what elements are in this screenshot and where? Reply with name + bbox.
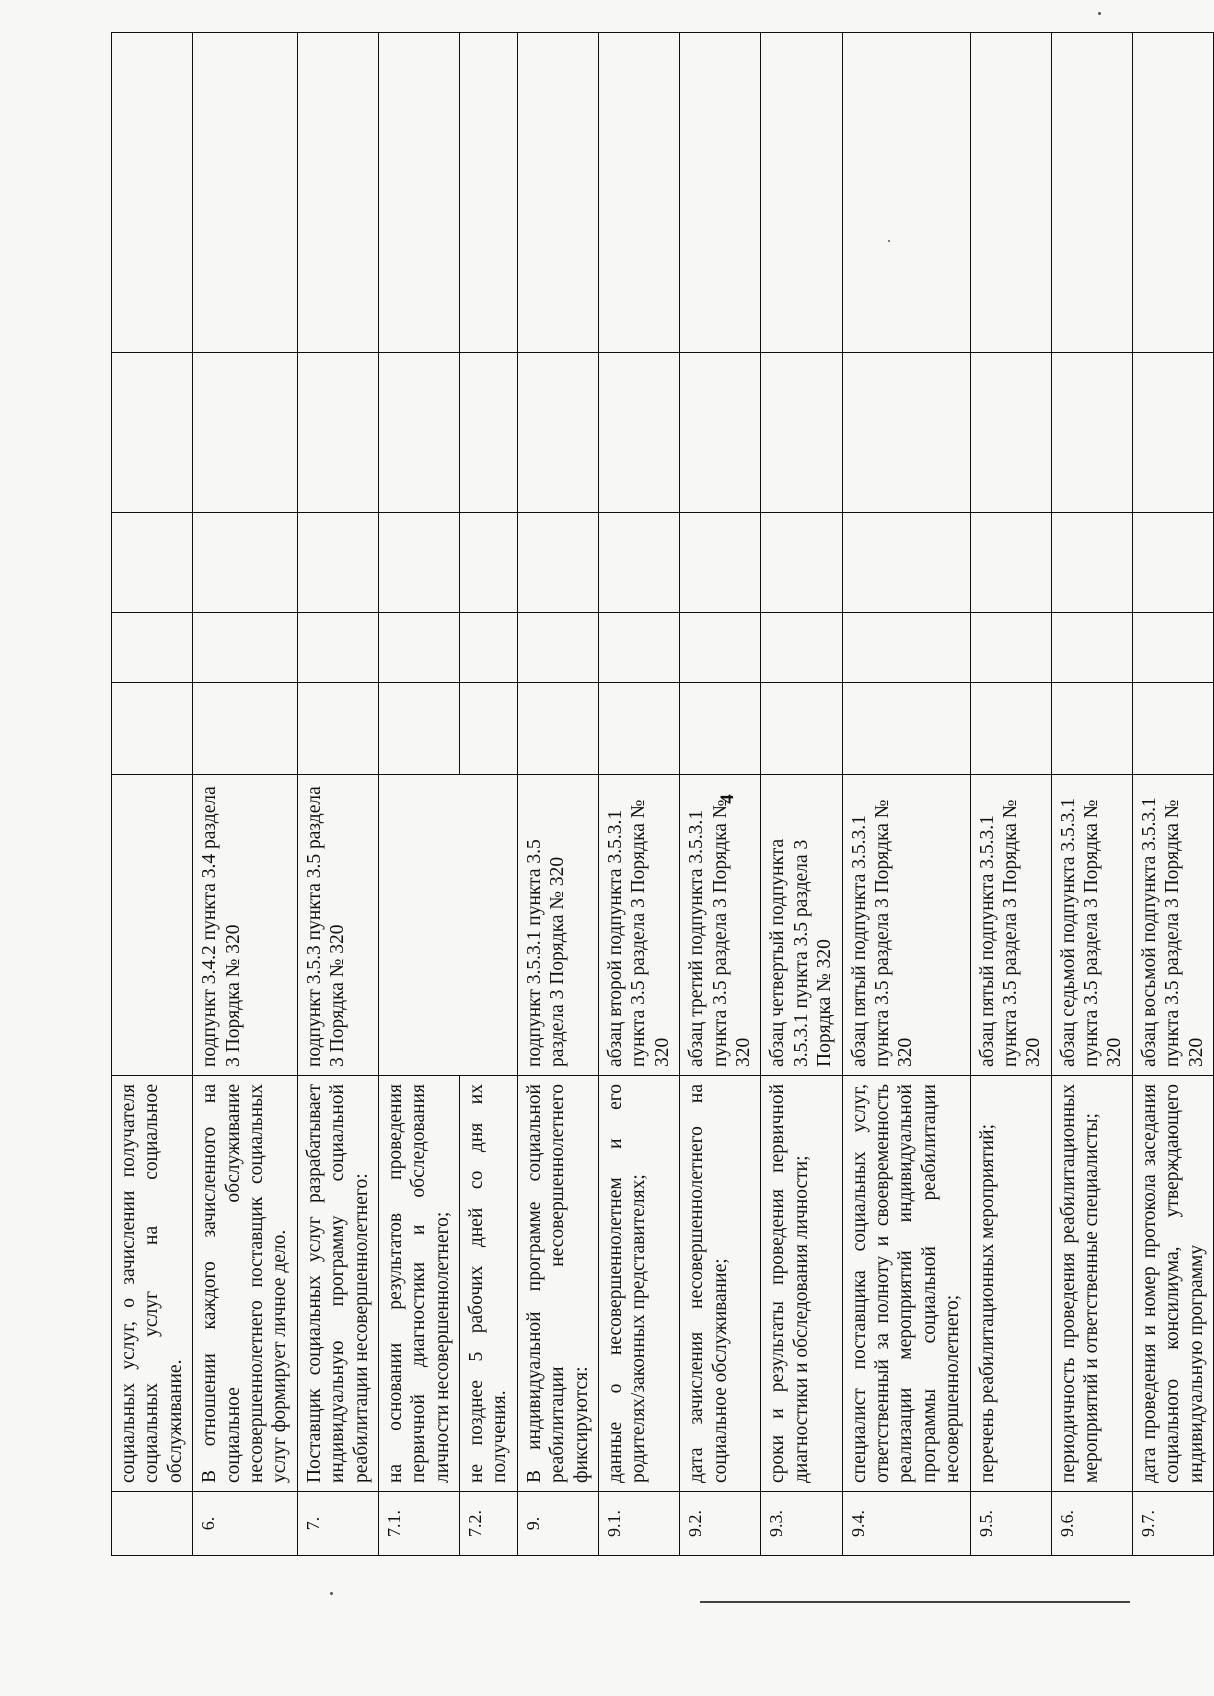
answer-cell-na [517,513,598,613]
page-number: 4 [716,794,738,804]
answer-cell-na [1051,513,1132,613]
row-number: 9. [517,1492,598,1556]
table-row [761,33,842,1556]
legal-reference: абзац третий подпункта 3.5.3.1 пункта 3.5 раздела 3 Порядка № 320 [680,775,761,1076]
table-row [378,33,459,1556]
requirement-text: на основании результатов проведения первичной диагностики и обследования личности несовершеннолетнего; [378,1076,459,1492]
answer-cell-extra [599,353,680,513]
legal-reference: подпункт 3.4.2 пункта 3.4 раздела 3 Порядка № 320 [193,775,298,1076]
answer-cell-extra [842,353,970,513]
answer-cell-yes [517,683,598,775]
requirement-text: не позднее 5 рабочих дней со дня их получения. [460,1076,518,1492]
answer-cell-no [680,613,761,683]
requirement-text: В индивидуальной программе социальной реабилитации несовершеннолетнего фиксируются: [517,1076,598,1492]
scan-speck [888,240,890,242]
legal-reference: абзац седьмой подпункта 3.5.3.1 пункта 3.5 раздела 3 Порядка № 320 [1051,775,1132,1076]
row-number: 9.1. [599,1492,680,1556]
table-row [842,33,970,1556]
answer-cell-na [761,513,842,613]
scan-speck [1098,12,1101,15]
answer-cell-extra [112,353,193,513]
answer-cell-extra [460,353,518,513]
answer-cell-extra [297,353,378,513]
answer-cell-no [761,613,842,683]
requirement-text: Поставщик социальных услуг разрабатывает индивидуальную программу социальной реабилитации несовершеннолетнего: [297,1076,378,1492]
row-number: 9.2. [680,1492,761,1556]
requirements-table [111,32,1214,1556]
row-number: 7.2. [460,1492,518,1556]
row-number: 9.6. [1051,1492,1132,1556]
answer-cell-na [842,513,970,613]
answer-cell-extra [970,353,1051,513]
answer-cell-notes [1132,33,1213,353]
answer-cell-extra [1051,353,1132,513]
answer-cell-no [842,613,970,683]
legal-reference: абзац второй подпункта 3.5.3.1 пункта 3.5 раздела 3 Порядка № 320 [599,775,680,1076]
answer-cell-no [1051,613,1132,683]
answer-cell-notes [517,33,598,353]
requirement-text: сроки и результаты проведения первичной диагностики и обследования личности; [761,1076,842,1492]
answer-cell-yes [842,683,970,775]
requirement-text: перечень реабилитационных мероприятий; [970,1076,1051,1492]
answer-cell-extra [517,353,598,513]
answer-cell-extra [680,353,761,513]
answer-cell-yes [680,683,761,775]
answer-cell-na [378,513,459,613]
answer-cell-na [460,513,518,613]
answer-cell-notes [680,33,761,353]
answer-cell-yes [112,683,193,775]
table-row [1132,33,1213,1556]
requirement-text: периодичность проведения реабилитационных мероприятий и ответственные специалисты; [1051,1076,1132,1492]
answer-cell-yes [970,683,1051,775]
answer-cell-yes [761,683,842,775]
answer-cell-notes [599,33,680,353]
requirement-text: дата проведения и номер протокола заседания социального консилиума, утверждающего индивидуальную программу [1132,1076,1213,1492]
legal-reference [112,775,193,1076]
legal-reference: абзац пятый подпункта 3.5.3.1 пункта 3.5 раздела 3 Порядка № 320 [842,775,970,1076]
row-number [112,1492,193,1556]
table-row [517,33,598,1556]
answer-cell-no [460,613,518,683]
legal-reference: абзац четвертый подпункта 3.5.3.1 пункта 3.5 раздела 3 Порядка № 320 [761,775,842,1076]
requirement-text: В отношении каждого зачисленного на социальное обслуживание несовершеннолетнего поставщик социальных услуг формирует личное дело. [193,1076,298,1492]
answer-cell-notes [112,33,193,353]
answer-cell-yes [460,683,518,775]
answer-cell-yes [297,683,378,775]
answer-cell-na [112,513,193,613]
scan-edge-line [700,1601,1130,1603]
answer-cell-no [297,613,378,683]
answer-cell-no [378,613,459,683]
answer-cell-extra [761,353,842,513]
answer-cell-yes [378,683,459,775]
answer-cell-na [970,513,1051,613]
answer-cell-na [599,513,680,613]
answer-cell-na [680,513,761,613]
table-row [599,33,680,1556]
requirement-text: данные о несовершеннолетнем и его родителях/законных представителях; [599,1076,680,1492]
table-row [193,33,298,1556]
answer-cell-no [517,613,598,683]
answer-cell-notes [460,33,518,353]
row-number: 9.3. [761,1492,842,1556]
row-number: 9.4. [842,1492,970,1556]
answer-cell-yes [1132,683,1213,775]
table-row [297,33,378,1556]
answer-cell-na [1132,513,1213,613]
legal-reference: абзац восьмой подпункта 3.5.3.1 пункта 3.5 раздела 3 Порядка № 320 [1132,775,1213,1076]
requirement-text: социальных услуг, о зачислении получателя социальных услуг на социальное обслуживание. [112,1076,193,1492]
row-number: 9.7. [1132,1492,1213,1556]
answer-cell-notes [761,33,842,353]
legal-reference [378,775,517,1076]
answer-cell-extra [1132,353,1213,513]
answer-cell-notes [842,33,970,353]
answer-cell-notes [297,33,378,353]
answer-cell-no [1132,613,1213,683]
legal-reference: подпункт 3.5.3.1 пункта 3.5 раздела 3 Порядка № 320 [517,775,598,1076]
rotated-page-content [111,33,1207,1556]
scan-speck [330,1592,333,1595]
table-row [970,33,1051,1556]
legal-reference: подпункт 3.5.3 пункта 3.5 раздела 3 Порядка № 320 [297,775,378,1076]
answer-cell-extra [378,353,459,513]
answer-cell-notes [970,33,1051,353]
answer-cell-yes [193,683,298,775]
answer-cell-notes [378,33,459,353]
row-number: 6. [193,1492,298,1556]
answer-cell-extra [193,353,298,513]
table-row [112,33,193,1556]
answer-cell-notes [193,33,298,353]
table-row [1051,33,1132,1556]
row-number: 9.5. [970,1492,1051,1556]
answer-cell-no [193,613,298,683]
answer-cell-notes [1051,33,1132,353]
row-number: 7.1. [378,1492,459,1556]
answer-cell-no [599,613,680,683]
answer-cell-na [297,513,378,613]
answer-cell-no [970,613,1051,683]
answer-cell-yes [1051,683,1132,775]
table-row [680,33,761,1556]
requirement-text: дата зачисления несовершеннолетнего на социальное обслуживание; [680,1076,761,1492]
row-number: 7. [297,1492,378,1556]
legal-reference: абзац пятый подпункта 3.5.3.1 пункта 3.5 раздела 3 Порядка № 320 [970,775,1051,1076]
answer-cell-yes [599,683,680,775]
answer-cell-no [112,613,193,683]
answer-cell-na [193,513,298,613]
requirement-text: специалист поставщика социальных услуг, ответственный за полноту и своевременность реализации мероприятий индивидуальной программы социальной реабилитации несовершеннолетнего; [842,1076,970,1492]
